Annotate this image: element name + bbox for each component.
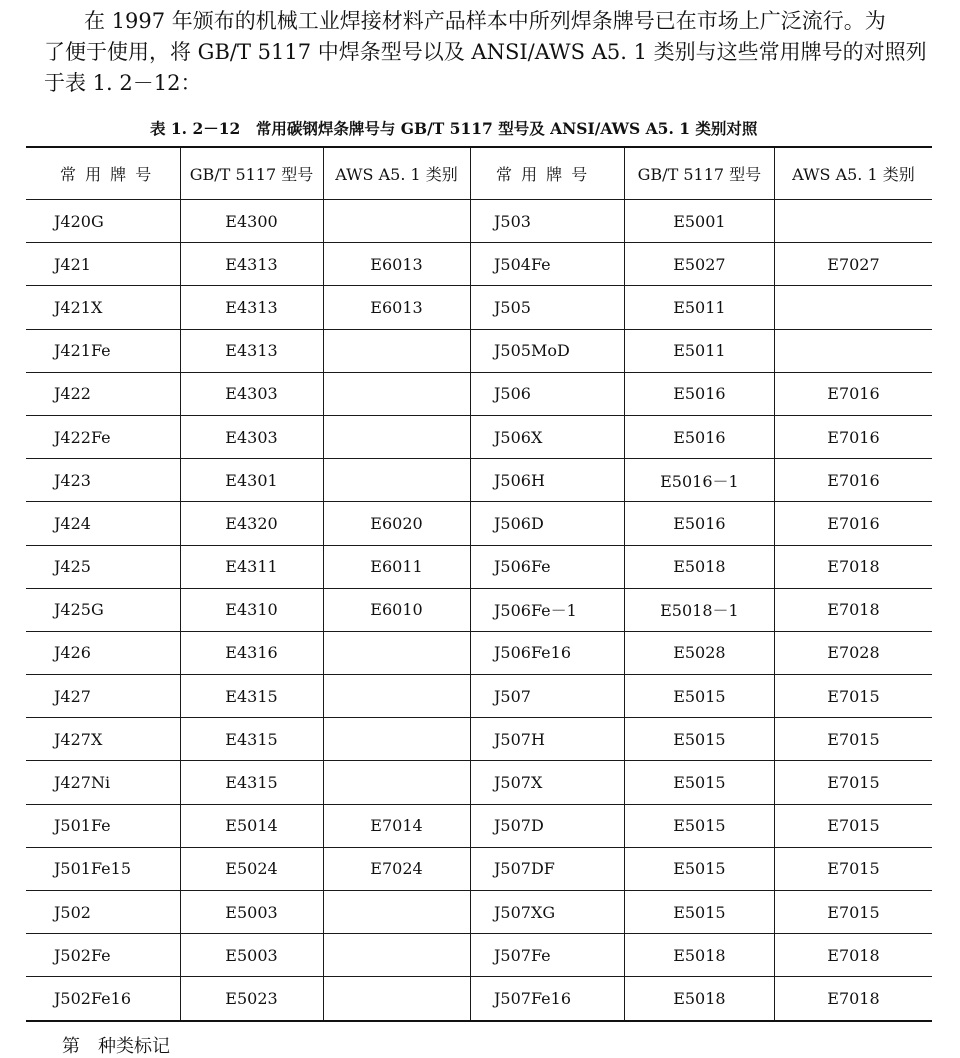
right-table bbox=[470, 146, 932, 1022]
cell-brand: J427 bbox=[26, 675, 180, 718]
cell-brand: J505 bbox=[470, 286, 624, 329]
cell-gbt-model: E5016 bbox=[624, 502, 774, 545]
cell-gbt-model: E4313 bbox=[180, 286, 323, 329]
header-brand: 常 用 牌 号 bbox=[470, 147, 624, 200]
header-aws-class: AWS A5. 1 类别 bbox=[323, 147, 470, 200]
table-row bbox=[470, 243, 932, 286]
cell-gbt-model: E5018 bbox=[624, 545, 774, 588]
table-row bbox=[26, 200, 470, 243]
cell-brand: J506Fe bbox=[470, 545, 624, 588]
cell-aws-class: E7027 bbox=[774, 243, 932, 286]
table-row bbox=[26, 329, 470, 372]
header-brand: 常 用 牌 号 bbox=[26, 147, 180, 200]
table-row bbox=[26, 847, 470, 890]
table-row bbox=[26, 415, 470, 458]
table-row bbox=[26, 891, 470, 934]
cell-brand: J505MoD bbox=[470, 329, 624, 372]
cell-brand: J502Fe bbox=[26, 934, 180, 977]
cell-aws-class: E7015 bbox=[774, 718, 932, 761]
table-row bbox=[26, 502, 470, 545]
table-row bbox=[470, 891, 932, 934]
cell-gbt-model: E5014 bbox=[180, 804, 323, 847]
table-row bbox=[470, 372, 932, 415]
cell-gbt-model: E5018 bbox=[624, 977, 774, 1021]
table-row bbox=[470, 718, 932, 761]
cell-aws-class: E6020 bbox=[323, 502, 470, 545]
cell-aws-class bbox=[323, 415, 470, 458]
header-gbt-model: GB/T 5117 型号 bbox=[624, 147, 774, 200]
cell-gbt-model: E4316 bbox=[180, 631, 323, 674]
cell-aws-class: E6010 bbox=[323, 588, 470, 631]
table-left-half bbox=[26, 146, 470, 1022]
cell-gbt-model: E4303 bbox=[180, 372, 323, 415]
table-row bbox=[470, 200, 932, 243]
cell-gbt-model: E5003 bbox=[180, 934, 323, 977]
cell-aws-class bbox=[323, 934, 470, 977]
cell-aws-class: E7016 bbox=[774, 372, 932, 415]
cell-brand: J507DF bbox=[470, 847, 624, 890]
cell-brand: J421X bbox=[26, 286, 180, 329]
cell-aws-class bbox=[323, 459, 470, 502]
cell-aws-class: E6013 bbox=[323, 243, 470, 286]
cell-brand: J420G bbox=[26, 200, 180, 243]
cell-gbt-model: E5015 bbox=[624, 804, 774, 847]
cell-gbt-model: E5023 bbox=[180, 977, 323, 1021]
cell-gbt-model: E4315 bbox=[180, 761, 323, 804]
cell-gbt-model: E5016 bbox=[624, 415, 774, 458]
table-row bbox=[26, 545, 470, 588]
table-row bbox=[470, 459, 932, 502]
cell-brand: J425 bbox=[26, 545, 180, 588]
cell-gbt-model: E5027 bbox=[624, 243, 774, 286]
table-row bbox=[470, 977, 932, 1021]
cell-gbt-model: E4300 bbox=[180, 200, 323, 243]
cell-gbt-model: E5015 bbox=[624, 847, 774, 890]
table-row bbox=[26, 977, 470, 1021]
table-row bbox=[26, 588, 470, 631]
cell-aws-class: E7015 bbox=[774, 891, 932, 934]
cell-gbt-model: E5003 bbox=[180, 891, 323, 934]
cell-gbt-model: E5011 bbox=[624, 286, 774, 329]
cell-gbt-model: E5024 bbox=[180, 847, 323, 890]
cell-gbt-model: E4315 bbox=[180, 675, 323, 718]
cell-aws-class: E7018 bbox=[774, 934, 932, 977]
cell-gbt-model: E5001 bbox=[624, 200, 774, 243]
cell-brand: J506Fe16 bbox=[470, 631, 624, 674]
cell-brand: J507Fe16 bbox=[470, 977, 624, 1021]
cell-brand: J426 bbox=[26, 631, 180, 674]
table-row bbox=[470, 286, 932, 329]
cell-gbt-model: E4313 bbox=[180, 329, 323, 372]
cell-aws-class: E6011 bbox=[323, 545, 470, 588]
cell-aws-class: E7015 bbox=[774, 675, 932, 718]
cell-brand: J502 bbox=[26, 891, 180, 934]
cell-gbt-model: E4320 bbox=[180, 502, 323, 545]
table-row bbox=[26, 459, 470, 502]
cell-aws-class: E7014 bbox=[323, 804, 470, 847]
table-row bbox=[470, 588, 932, 631]
cell-brand: J421Fe bbox=[26, 329, 180, 372]
cell-brand: J422 bbox=[26, 372, 180, 415]
table-row bbox=[470, 675, 932, 718]
intro-paragraph bbox=[44, 6, 927, 99]
right-table-body bbox=[470, 200, 932, 1021]
cell-aws-class: E7028 bbox=[774, 631, 932, 674]
table-row bbox=[470, 329, 932, 372]
table-right-half bbox=[470, 146, 932, 1022]
cell-brand: J506X bbox=[470, 415, 624, 458]
cell-aws-class: E7018 bbox=[774, 977, 932, 1021]
cell-gbt-model: E5016－1 bbox=[624, 459, 774, 502]
cell-gbt-model: E5015 bbox=[624, 718, 774, 761]
left-table bbox=[26, 146, 471, 1022]
cell-brand: J507Fe bbox=[470, 934, 624, 977]
cell-aws-class bbox=[323, 372, 470, 415]
cell-brand: J501Fe bbox=[26, 804, 180, 847]
cell-brand: J507D bbox=[470, 804, 624, 847]
cell-brand: J506D bbox=[470, 502, 624, 545]
cell-aws-class: E7018 bbox=[774, 588, 932, 631]
left-table-body bbox=[26, 200, 470, 1021]
cell-aws-class: E7015 bbox=[774, 804, 932, 847]
cell-gbt-model: E5011 bbox=[624, 329, 774, 372]
cell-gbt-model: E4313 bbox=[180, 243, 323, 286]
cell-brand: J423 bbox=[26, 459, 180, 502]
cell-aws-class: E7018 bbox=[774, 545, 932, 588]
table-row bbox=[470, 415, 932, 458]
header-gbt-model: GB/T 5117 型号 bbox=[180, 147, 323, 200]
cell-brand: J501Fe15 bbox=[26, 847, 180, 890]
cell-gbt-model: E5015 bbox=[624, 761, 774, 804]
cell-brand: J427Ni bbox=[26, 761, 180, 804]
table-row bbox=[26, 243, 470, 286]
cell-brand: J504Fe bbox=[470, 243, 624, 286]
table-row bbox=[26, 804, 470, 847]
cell-aws-class bbox=[323, 718, 470, 761]
table-row bbox=[470, 631, 932, 674]
intro-line-1: 在 1997 年颁布的机械工业焊接材料产品样本中所列焊条牌号已在市场上广泛流行。为 bbox=[84, 9, 886, 33]
cell-brand: J427X bbox=[26, 718, 180, 761]
cell-gbt-model: E4310 bbox=[180, 588, 323, 631]
cell-brand: J507XG bbox=[470, 891, 624, 934]
table-row bbox=[470, 934, 932, 977]
cell-aws-class: E7024 bbox=[323, 847, 470, 890]
cell-aws-class: E7015 bbox=[774, 761, 932, 804]
cell-brand: J506H bbox=[470, 459, 624, 502]
header-row bbox=[470, 147, 932, 200]
cell-gbt-model: E5015 bbox=[624, 891, 774, 934]
cell-gbt-model: E5015 bbox=[624, 675, 774, 718]
cell-brand: J422Fe bbox=[26, 415, 180, 458]
table-row bbox=[470, 545, 932, 588]
cell-aws-class bbox=[323, 675, 470, 718]
cell-aws-class bbox=[323, 977, 470, 1021]
header-row bbox=[26, 147, 470, 200]
cell-gbt-model: E5018 bbox=[624, 934, 774, 977]
cell-aws-class bbox=[774, 200, 932, 243]
cell-brand: J421 bbox=[26, 243, 180, 286]
table-row bbox=[26, 761, 470, 804]
cell-gbt-model: E4303 bbox=[180, 415, 323, 458]
intro-line-3: 于表 1. 2－12： bbox=[44, 71, 202, 95]
cell-gbt-model: E5016 bbox=[624, 372, 774, 415]
cell-aws-class bbox=[774, 329, 932, 372]
cell-brand: J507H bbox=[470, 718, 624, 761]
cell-aws-class: E7016 bbox=[774, 415, 932, 458]
cell-aws-class bbox=[774, 286, 932, 329]
cell-brand: J424 bbox=[26, 502, 180, 545]
cell-aws-class bbox=[323, 329, 470, 372]
cell-aws-class: E7016 bbox=[774, 502, 932, 545]
header-aws-class: AWS A5. 1 类别 bbox=[774, 147, 932, 200]
table-row bbox=[470, 847, 932, 890]
table-row bbox=[470, 761, 932, 804]
cell-aws-class bbox=[323, 891, 470, 934]
table-row bbox=[26, 631, 470, 674]
cell-aws-class bbox=[323, 761, 470, 804]
table-row bbox=[26, 934, 470, 977]
table-row bbox=[470, 804, 932, 847]
cell-brand: J506Fe－1 bbox=[470, 588, 624, 631]
cell-brand: J425G bbox=[26, 588, 180, 631]
cell-brand: J507 bbox=[470, 675, 624, 718]
cell-brand: J503 bbox=[470, 200, 624, 243]
footer-fragment: 第 种类标记 bbox=[62, 1036, 170, 1057]
table-row bbox=[26, 372, 470, 415]
cell-aws-class bbox=[323, 200, 470, 243]
cell-brand: J507X bbox=[470, 761, 624, 804]
intro-line-2: 了便于使用，将 GB/T 5117 中焊条型号以及 ANSI/AWS A5. 1 类别与这些常用牌号的对照列 bbox=[44, 40, 927, 64]
table-row bbox=[26, 286, 470, 329]
cell-brand: J502Fe16 bbox=[26, 977, 180, 1021]
cell-gbt-model: E4315 bbox=[180, 718, 323, 761]
table-row bbox=[470, 502, 932, 545]
cell-gbt-model: E5018－1 bbox=[624, 588, 774, 631]
cell-brand: J506 bbox=[470, 372, 624, 415]
table-row bbox=[26, 718, 470, 761]
table-caption: 表 1. 2－12 常用碳钢焊条牌号与 GB/T 5117 型号及 ANSI/AWS A5. 1 类别对照 bbox=[150, 119, 758, 138]
cell-aws-class: E7015 bbox=[774, 847, 932, 890]
cell-gbt-model: E4311 bbox=[180, 545, 323, 588]
cell-aws-class bbox=[323, 631, 470, 674]
cell-gbt-model: E4301 bbox=[180, 459, 323, 502]
table-row bbox=[26, 675, 470, 718]
cell-aws-class: E7016 bbox=[774, 459, 932, 502]
cell-aws-class: E6013 bbox=[323, 286, 470, 329]
cell-gbt-model: E5028 bbox=[624, 631, 774, 674]
